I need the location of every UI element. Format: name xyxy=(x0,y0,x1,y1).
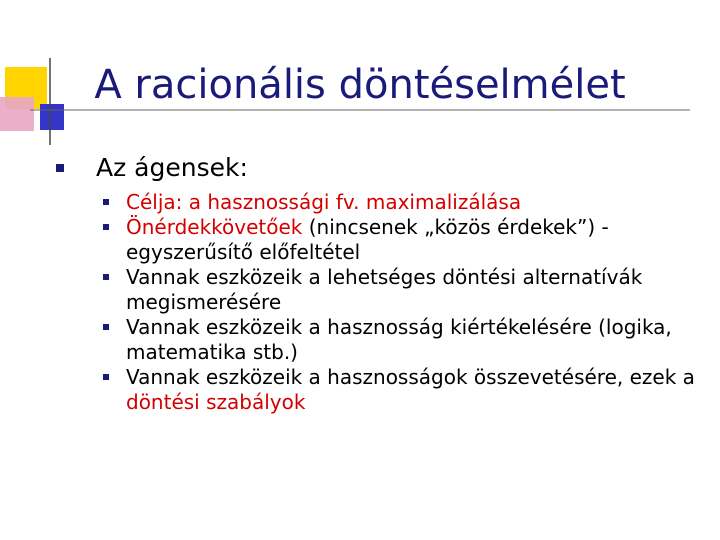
main-bullet-text: Az ágensek: xyxy=(96,153,248,182)
slide-title: A racionális döntéselmélet xyxy=(94,62,626,108)
item-red-text: döntési szabályok xyxy=(126,390,306,414)
square-bullet-icon xyxy=(103,199,109,205)
sub-bullet-list xyxy=(56,190,716,415)
item-text: Vannak eszközeik a hasznosságok összevetésére, ezek a xyxy=(126,365,695,389)
square-bullet-icon xyxy=(56,164,64,172)
square-bullet-icon xyxy=(103,374,109,380)
sub-bullet-item xyxy=(56,315,716,365)
sub-bullet-item xyxy=(56,265,716,315)
item-red-text: Önérdekkövetőek xyxy=(126,215,303,239)
sub-bullet-item xyxy=(56,365,716,415)
item-text: Vannak eszközeik a hasznosság kiértékelésére (logika, matematika stb.) xyxy=(126,315,672,364)
sub-bullet-item xyxy=(56,215,716,265)
main-bullet-item xyxy=(56,152,716,184)
square-bullet-icon xyxy=(103,324,109,330)
item-red-text: Célja: a hasznossági fv. maximalizálása xyxy=(126,190,522,214)
item-text: Vannak eszközeik a lehetséges döntési alternatívák megismerésére xyxy=(126,265,643,314)
item-text: (nincsenek „közös érdekek”) - egyszerűsítő előfeltétel xyxy=(126,215,609,264)
slide-content xyxy=(56,152,716,415)
square-bullet-icon xyxy=(103,274,109,280)
sub-bullet-item xyxy=(56,190,716,215)
square-bullet-icon xyxy=(103,224,109,230)
